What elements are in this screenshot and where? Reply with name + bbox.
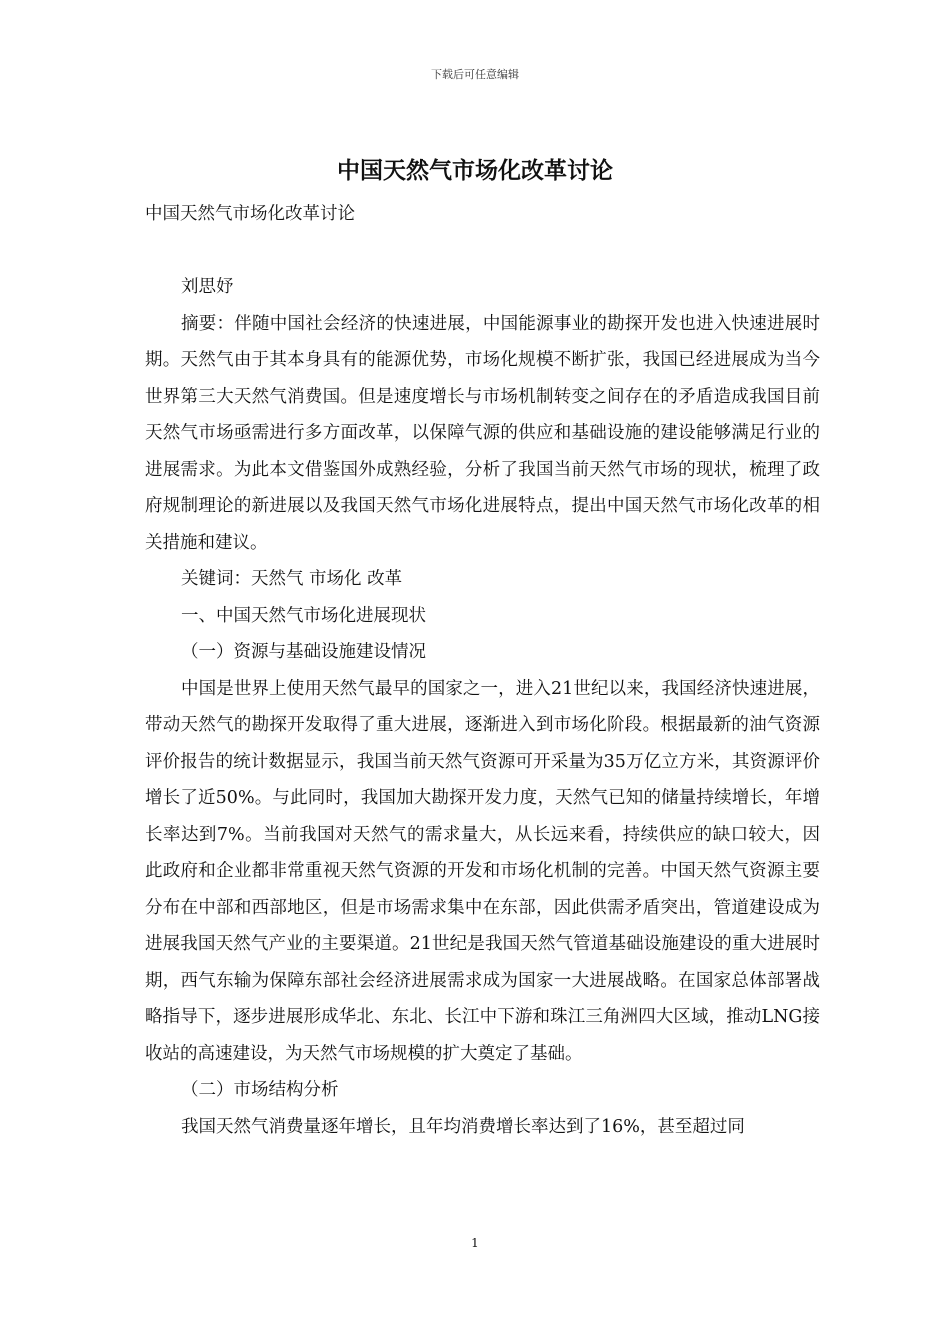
page-header-note: 下载后可任意编辑 [431,68,519,81]
document-title: 中国天然气市场化改革讨论 [337,157,613,184]
section-heading-1: 一、中国天然气市场化进展现状 [181,605,426,626]
body-paragraph-2: 我国天然气消费量逐年增长，且年均消费增长率达到了16%，甚至超过同 [181,1116,745,1137]
page-number: 1 [471,1236,479,1250]
document-body [145,196,820,1145]
subsection-heading-2: （二）市场结构分析 [181,1080,339,1100]
keywords-line: 关键词：天然气 市场化 改革 [181,569,403,589]
subsection-heading-1: （一）资源与基础设施建设情况 [181,642,426,662]
abstract-paragraph: 摘要：伴随中国社会经济的快速进展，中国能源事业的勘探开发也进入快速进展时期。天然气由于其本身具有的能源优势，市场化规模不断扩张，我国已经进展成为当今世界第三大天然气消费国。但是速度增长与市场机制转变之间存在的矛盾造成我国目前天然气市场亟需进行多方面改革，以保障气源的供应和基础设施的建设能够满足行业的进展需求。为此本文借鉴国外成熟经验，分析了我国当前天然气市场的现状，梳理了政府规制理论的新进展以及我国天然气市场化进展特点，提出中国天然气市场化改革的相关措施和建议。 [145,313,820,553]
author-name: 刘思妤 [181,277,234,297]
document-subtitle: 中国天然气市场化改革讨论 [145,204,355,224]
body-paragraph-1: 中国是世界上使用天然气最早的国家之一，进入21世纪以来，我国经济快速进展，带动天然气的勘探开发取得了重大进展，逐渐进入到市场化阶段。根据最新的油气资源评价报告的统计数据显示，我国当前天然气资源可开采量为35万亿立方米，其资源评价增长了近50%。与此同时，我国加大勘探开发力度，天然气已知的储量持续增长，年增长率达到7%。当前我国对天然气的需求量大，从长远来看，持续供应的缺口较大，因此政府和企业都非常重视天然气资源的开发和市场化机制的完善。中国天然气资源主要分布在中部和西部地区，但是市场需求集中在东部，因此供需矛盾突出，管道建设成为进展我国天然气产业的主要渠道。21世纪是我国天然气管道基础设施建设的重大进展时期，西气东输为保障东部社会经济进展需求成为国家一大进展战略。在国家总体部署战略指导下，逐步进展形成华北、东北、长江中下游和珠江三角洲四大区域，推动LNG接收站的高速建设，为天然气市场规模的扩大奠定了基础。 [145,678,820,1064]
